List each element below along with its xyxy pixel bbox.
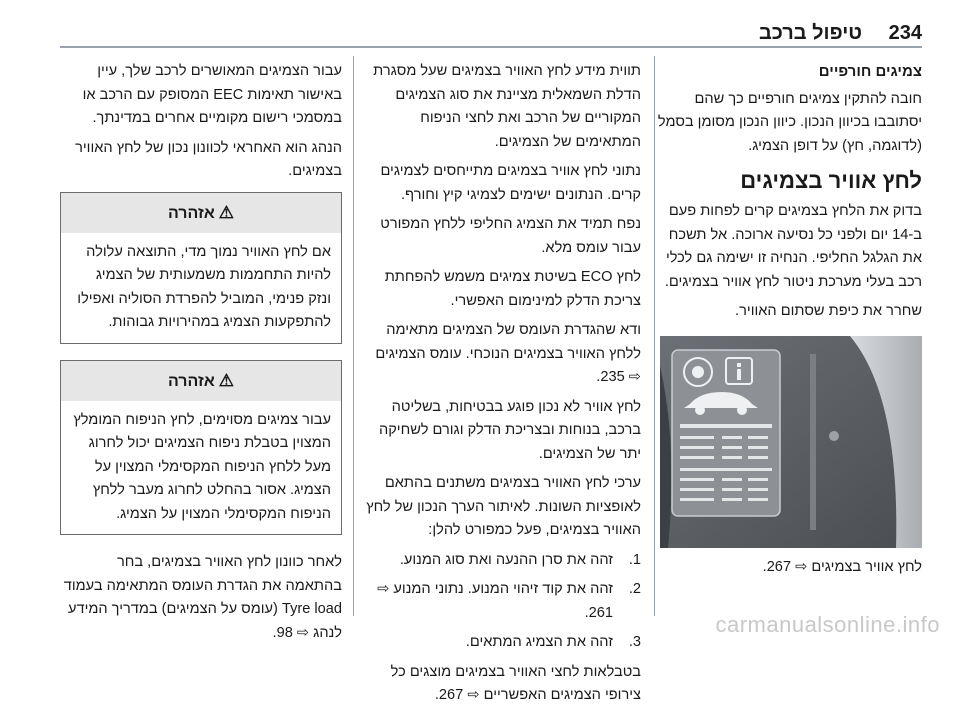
door-frame-label-image [660, 336, 922, 548]
paragraph: נפח תמיד את הצמיג החליפי ללחץ המפורט עבור עומס מלא. [380, 216, 641, 256]
paragraph: לאחר כוונון לחץ האוויר בצמיגים, בחר בהתאמה את הגדרת העומס המתאימה בעמוד Tyre load (עומס על הצמיגים) במדריך המידע לנהג ⇨ 98. [63, 554, 342, 641]
winter-tyres-text: חובה להתקין צמיגים חורפיים כך שהם יסתובבו בכיוון הנכון. כיוון הנכון מסומן בסמל (לדוגמה, חץ) על דופן הצמיג. [657, 90, 922, 154]
column-middle [365, 60, 641, 714]
warning-title: אזהרה [167, 204, 215, 222]
running-title: טיפול ברכב [758, 22, 862, 44]
paragraph: נתוני לחץ אוויר בצמיגים מתייחסים לצמיגים קרים. הנתונים ישימים לצמיגי קיץ וחורף. [380, 163, 641, 203]
paragraph: עבור הצמיגים המאושרים לרכב שלך, עיין באישור תאימות EEC המסופק עם הרכב או במסמכי רישום מקומיים אחרים במדינתך. [82, 63, 342, 126]
paragraph: לחץ ECO בשיטת צמיגים משמש להפחתת צריכת הדלק למינימום האפשרי. [384, 269, 641, 309]
warning-title: אזהרה [167, 372, 215, 390]
winter-tyres-title: צמיגים חורפיים [818, 63, 922, 80]
section-heading: לחץ אוויר בצמיגים [740, 168, 922, 193]
list-item: 3. זהה את הצמיג המתאים. [465, 634, 641, 650]
paragraph: הנהג הוא האחראי לכוונון נכון של לחץ האוויר בצמיגים. [75, 139, 342, 179]
list-item: 2. זהה את קוד זיהוי המנוע. נתוני המנוע ⇨ 261. [377, 581, 641, 621]
paragraph: תווית מידע לחץ האוויר בצמיגים שעל מסגרת הדלת השמאלית מציינת את סוג הצמיגים המקוריים של הרכב ואת לחצי הניפוח המתאימים של הצמיגים. [373, 63, 641, 150]
paragraph: בדוק את הלחץ בצמיגים קרים לפחות פעם ב-14 יום ולפני כל נסיעה ארוכה. אל תשכח את הגלגל החליפי. הנחיה זו ישימה גם לכלי רכב בעלי מערכת ניטור לחץ אוויר בצמיגים. [664, 203, 922, 290]
warning-header [61, 193, 341, 233]
tyre-pressure-label-illustration [660, 336, 922, 548]
paragraph: לחץ אוויר לא נכון פוגע בבטיחות, בשליטה ברכב, בנוחות ובצריכת הדלק וגורם לשחיקה יתר של הצמיגים. [378, 398, 641, 462]
paragraph: בטבלאות לחצי האוויר בצמיגים מוצגים כל צירופי הצמיגים האפשריים ⇨ 267. [390, 663, 641, 703]
warning-box [60, 360, 342, 536]
watermark: carmanualsonline.info [715, 612, 940, 637]
page-number: 234 [888, 22, 922, 44]
warning-box [60, 192, 342, 344]
column-right [652, 60, 922, 585]
warning-triangle-icon: ⚠ [218, 202, 235, 222]
figure-caption: לחץ אוויר בצמיגים ⇨ 267. [762, 558, 922, 575]
paragraph: ערכי לחץ האוויר בצמיגים משתנים בהתאם לאופציות השונות. לאיתור הערך הנכון של לחץ האוויר בצמיגים, פעל כמפורט להלן: [366, 475, 641, 538]
paragraph: ודא שהגדרת העומס של הצמיגים מתאימה ללחץ האוויר בצמיגים הנוכחי. עומס הצמיגים ⇨ 235. [375, 322, 641, 385]
warning-text: אם לחץ האוויר נמוך מדי, התוצאה עלולה להיות התחממות משמעותית של הצמיג ונזק פנימי, המוביל להפרדת הסוליה ואפילו להתפקעות הצמיג במהירויות גבוהות. [77, 243, 331, 330]
column-left [60, 60, 342, 651]
warning-triangle-icon: ⚠ [218, 370, 235, 390]
page-header [60, 18, 922, 48]
column-divider [353, 56, 354, 616]
header-rule [60, 46, 922, 48]
steps-list [365, 549, 641, 655]
warning-header [61, 361, 341, 401]
warning-text: עבור צמיגים מסוימים, לחץ הניפוח המומלץ המצוין בטבלת ניפוח הצמיגים יכול לחרוג מעל ללחץ הניפוח המקסימלי המצוין על הצמיג. אסור בהחלט לחרוג מעבר ללחץ הניפוח המקסימלי המצוין על הצמיג. [73, 411, 331, 522]
paragraph: שחרר את כיפת שסתום האוויר. [735, 303, 922, 319]
list-item: 1. זהה את סרן ההנעה ואת סוג המנוע. [399, 551, 641, 568]
